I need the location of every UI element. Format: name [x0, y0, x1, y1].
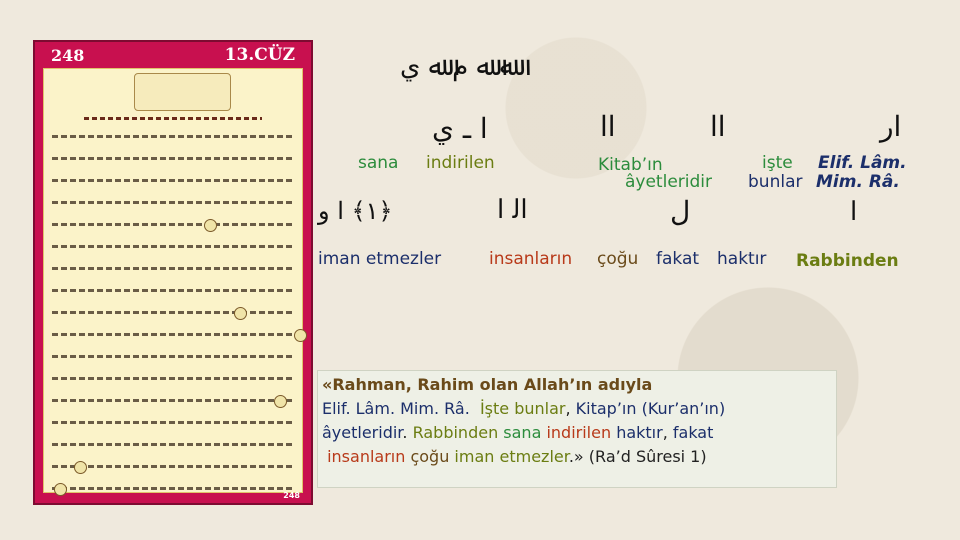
arabic-word: ﺍ ـ ﻱ [432, 112, 488, 145]
ayah-marker-icon [54, 483, 67, 496]
page-header [35, 42, 311, 68]
basmala-line [84, 117, 262, 120]
translation-sana: sana [358, 153, 399, 173]
quote-comma: , [565, 399, 576, 418]
quote-kitabin: Kitap’ın (Kur’an’ın) [575, 399, 726, 418]
quote-cogu: çoğu [405, 447, 450, 466]
quote-indirilen: indirilen [541, 423, 612, 442]
text-line [52, 179, 294, 182]
quote-haktir: haktır [611, 423, 663, 442]
arabic-word: ﺍﻟ ﺍ [497, 195, 528, 225]
page-number: 248 [51, 45, 85, 65]
arabic-title: ﷲ ﷲ ﻡ ﷲ ﻱ [400, 52, 516, 82]
translation-rabbinden: Rabbinden [796, 251, 899, 271]
quote-line-2 [322, 397, 832, 421]
quote-iste-bunlar: İşte bunlar [479, 399, 566, 418]
text-line [52, 289, 294, 292]
quote-period: . [402, 423, 413, 442]
translation-elif-lam: Elif. Lâm. [818, 153, 907, 173]
arabic-word: ﺍ [850, 197, 858, 227]
ayah-marker-icon [204, 219, 217, 232]
quote-line-1: «Rahman, Rahim olan Allah’ın adıyla [322, 375, 653, 394]
quote-sana: sana [498, 423, 542, 442]
quote-line-3 [322, 421, 832, 445]
quote-fakat: fakat [672, 423, 714, 442]
arabic-word: ﴿١﴾ ﺍ ﻭ [318, 197, 393, 225]
sura-header-box [134, 73, 231, 111]
translation-insanlarin: insanların [489, 249, 573, 269]
text-line [52, 443, 294, 446]
translation-bunlar: bunlar [748, 172, 803, 192]
translation-iman-etmezler: iman etmezler [318, 249, 442, 269]
translation-ayetleridir: âyetleridir [625, 172, 713, 192]
quote-rabbinden: Rabbinden [412, 423, 499, 442]
mushaf-page [33, 40, 313, 505]
text-line [52, 355, 294, 358]
translation-kitabin: Kitab’ın [598, 155, 663, 175]
quote-line-4 [322, 445, 832, 469]
text-line [52, 267, 294, 270]
text-line [52, 157, 294, 160]
arabic-word: ﺍﺍ [600, 110, 616, 143]
translation-fakat: fakat [656, 249, 700, 269]
translation-haktir: haktır [717, 249, 767, 269]
quote-insanlarin: insanların [327, 447, 406, 466]
ayah-marker-icon [274, 395, 287, 408]
quote-elif-lam-mim-ra: Elif. Lâm. Mim. Râ. [322, 399, 470, 418]
text-line [52, 421, 294, 424]
translation-mim-ra: Mim. Râ. [816, 172, 900, 192]
arabic-word: ﻝ [670, 195, 691, 228]
quote-iman-etmezler: iman etmezler [449, 447, 569, 466]
quote-comma: , [662, 423, 673, 442]
arabic-word: ﺍﺍ [710, 110, 726, 143]
text-line [52, 465, 294, 468]
text-line [52, 201, 294, 204]
translation-cogu: çoğu [597, 249, 639, 269]
text-line [52, 333, 294, 336]
translation-indirilen: indirilen [426, 153, 495, 173]
text-line [52, 245, 294, 248]
translation-box [317, 370, 837, 488]
quote-ayetleridir: âyetleridir [322, 423, 403, 442]
arabic-word: ﺍﺭ [880, 110, 902, 143]
page-footer-number: 248 [283, 491, 300, 500]
ayah-marker-icon [234, 307, 247, 320]
ayah-marker-icon [74, 461, 87, 474]
translation-iste: işte [762, 153, 793, 173]
text-line [52, 487, 294, 490]
text-line [52, 377, 294, 380]
text-line [52, 135, 294, 138]
quote-reference: .» (Ra’d Sûresi 1) [568, 447, 707, 466]
text-line [52, 223, 294, 226]
juz-label: 13.CÜZ [224, 45, 295, 65]
ayah-marker-icon [294, 329, 307, 342]
text-line [52, 399, 294, 402]
mushaf-text-area [43, 68, 303, 500]
text-line [52, 311, 294, 314]
